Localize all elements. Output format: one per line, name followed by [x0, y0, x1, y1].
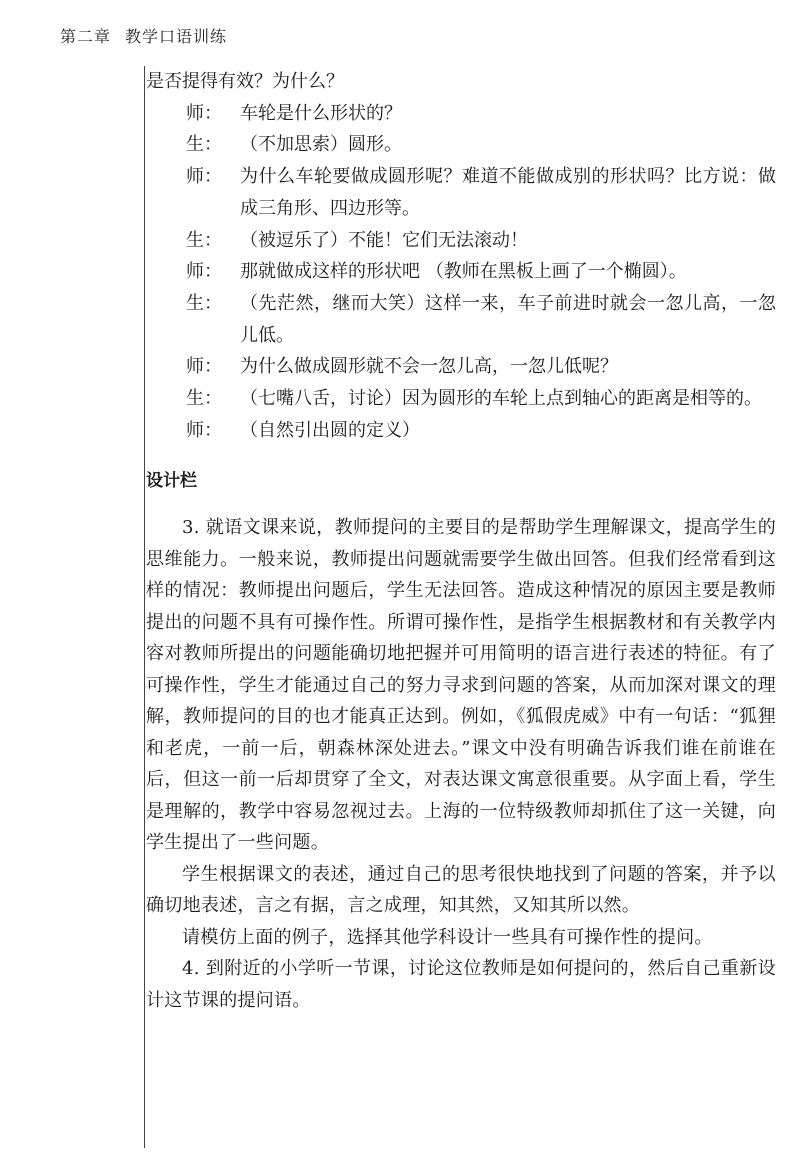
speaker-label: 师：	[186, 102, 222, 124]
dialogue-text: 为什么做成圆形就不会一忽儿高，一忽儿低呢？	[240, 356, 618, 378]
speaker-label: 师：	[186, 261, 222, 283]
dialogue-line	[146, 129, 776, 161]
dialogue-line	[146, 351, 776, 383]
chapter-title: 教学口语训练	[125, 27, 228, 46]
chapter-label: 第二章	[60, 27, 112, 46]
speaker-label: 生：	[186, 388, 222, 410]
design-section-title: 设计栏	[146, 471, 197, 492]
dialogue-line	[146, 225, 776, 257]
dialogue-text: （自然引出圆的定义）	[240, 419, 420, 441]
speaker-label: 师：	[186, 356, 222, 378]
page-body	[146, 66, 776, 1016]
dialogue-intro: 是否提得有效？为什么？	[146, 71, 344, 92]
dialogue-text: （被逗乐了）不能！它们无法滚动！	[240, 229, 528, 251]
dialogue-text: （先茫然，继而大笑）这样一来，车子前进时就会一忽儿高，一忽儿低。	[240, 292, 776, 346]
design-paragraph: 学生根据课文的表述，通过自己的思考很快地找到了问题的答案，并予以确切地表述，言之有据，言之成理，知其然，又知其所以然。	[146, 863, 776, 917]
dialogue-text: （七嘴八舌，讨论）因为圆形的车轮上点到轴心的距离是相等的。	[240, 388, 762, 410]
speaker-label: 生：	[186, 292, 222, 314]
dialogue-line	[146, 98, 776, 130]
dialogue-text: 为什么车轮要做成圆形呢？难道不能做成别的形状吗？比方说：做成三角形、四边形等。	[240, 166, 776, 219]
margin-rule	[144, 66, 145, 1148]
speaker-label: 师：	[186, 419, 222, 441]
dialogue-line	[146, 256, 776, 288]
dialogue-text: 那就做成这样的形状吧 （教师在黑板上画了一个椭圆）。	[240, 261, 687, 283]
dialogue-line	[146, 415, 776, 447]
design-paragraph: 3. 就语文课来说，教师提问的主要目的是帮助学生理解课文，提高学生的思维能力。一般来说，教师提出问题就需要学生做出回答。但我们经常看到这样的情况：教师提出问题后，学生无法回答。造成这种情况的原因主要是教师提出的问题不具有可操作性。所谓可操作性，是指学生根据教材和有关教学内容对教师所提出的问题能确切地把握并可用简明的语言进行表述的特征。有了可操作性，学生才能通过自己的努力寻求到问题的答案，从而加深对课文的理解，教师提问的目的也才能真正达到。例如，《狐假虎威》中有一句话：“狐狸和老虎，一前一后，朝森林深处进去。”课文中没有明确告诉我们谁在前谁在后，但这一前一后却贯穿了全文，对表达课文寓意很重要。从字面上看，学生是理解的，教学中容易忽视过去。上海的一位特级教师却抓住了这一关键，向学生提出了一些问题。	[146, 517, 776, 854]
speaker-label: 生：	[186, 229, 222, 251]
dialogue-text: （不加思索）圆形。	[240, 134, 402, 156]
design-paragraph: 4. 到附近的小学听一节课，讨论这位教师是如何提问的，然后自己重新设计这节课的提问语。	[146, 958, 776, 1011]
dialogue-text: 车轮是什么形状的？	[240, 102, 402, 124]
dialogue-line	[146, 161, 776, 224]
speaker-label: 师：	[186, 166, 222, 188]
dialogue-line	[146, 288, 776, 351]
speaker-label: 生：	[186, 134, 222, 156]
design-paragraph: 请模仿上面的例子，选择其他学科设计一些具有可操作性的提问。	[182, 926, 713, 948]
page-header	[60, 24, 227, 47]
dialogue-line	[146, 383, 776, 415]
